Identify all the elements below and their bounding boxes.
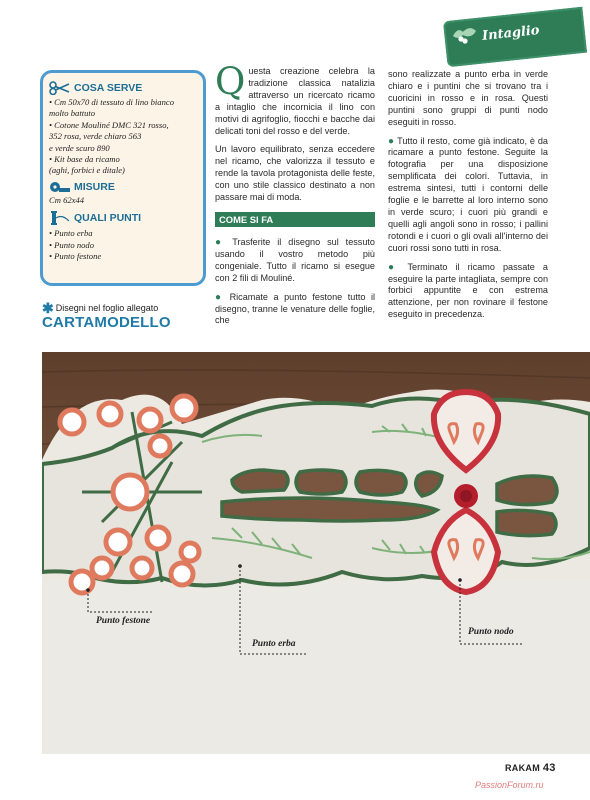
materials-line: • Cotone Mouliné DMC 321 rosso, (49, 119, 169, 130)
bullet-icon: ● (215, 291, 225, 303)
label-punto-nodo: Punto nodo (468, 627, 514, 637)
step-text: Tutto il resto, come già indicato, è da ricamare a punto festone. Seguite la fotografia per una disposizione semplificata dei colori. Tuttavia, in estrema sintesi, tutti i contorni delle foglie e le barrette al loro interno sono in verde scuro; i cuori più grandi e quelli agli angoli sono in rosso; i pallini rotondi e i cuori o gli ovali all'interno dei cuori rossi sono tutti in rosa. (388, 135, 548, 253)
materials-line: molto battuto (49, 108, 96, 119)
materials-line: 352 rosa, verde chiaro 563 (49, 131, 142, 142)
section-tag: Intaglio (481, 23, 541, 44)
materials-line: e verde scuro 890 (49, 142, 110, 153)
magazine-name: RAKAM (505, 763, 540, 773)
watermark: PassionForum.ru (475, 780, 544, 790)
howto-heading: COME SI FA (215, 212, 375, 227)
materials-line: • Kit base da ricamo (49, 154, 120, 165)
step-text: Trasferite il disegno sul tessuto usando il vostro metodo più congeniale. Tutto il ricamo si esegue con 2 fili di Mouliné. (215, 236, 375, 283)
materials-title: COSA SERVE (74, 82, 143, 94)
label-punto-festone: Punto festone (96, 616, 151, 626)
stitches-title: QUALI PUNTI (74, 212, 142, 225)
page-number: 43 (542, 762, 556, 774)
bullet-icon: ● (215, 236, 226, 248)
step-text: Terminato il ricamo passate a eseguire la parte intagliata, sempre con forbici appuntite e con estrema attenzione, per non rovinare il festone eseguito in precedenza. (388, 261, 548, 320)
measures-title: MISURE (74, 180, 115, 193)
stitch-item: • Punto nodo (49, 239, 95, 250)
paragraph: sono realizzate a punto erba in verde chiaro e i puntini che si trovano tra i cuoricini in rosso e in rosa. Questi puntini sono gruppi di punti nodo eseguiti in rosso. (388, 69, 548, 127)
step-text: Ricamate a punto festone tutto il disegno, tranne le venature delle foglie, che (215, 291, 375, 326)
bullet-icon: ● (388, 135, 395, 147)
bullet-icon: ● (388, 261, 400, 273)
stitch-item: • Punto festone (49, 251, 102, 262)
drop-cap: Q (215, 60, 246, 103)
stitch-item: • Punto erba (49, 228, 93, 239)
paragraph: Un lavoro equilibrato, senza eccedere nel ricamo, che valorizza il tessuto e rende la tavola protagonista delle feste, con uno stile classico destinato a non passare mai di moda. (215, 144, 375, 203)
label-punto-erba: Punto erba (252, 639, 296, 649)
intro-paragraph: uesta creazione celebra la tradizione classica natalizia attraverso un ricercato ricamo a intaglio che incornicia il lino con motivi di agrifoglio, fiocchi e bacche dai delicati toni del rosso e del verde. (215, 66, 375, 136)
materials-line: • Cm 50x70 di tessuto di lino bianco (49, 97, 174, 107)
materials-line: (aghi, forbici e ditale) (49, 165, 125, 176)
measures-value: Cm 62x44 (49, 194, 85, 205)
pattern-note-title: CARTAMODELLO (42, 314, 171, 331)
page-footer (505, 762, 556, 774)
pattern-note-text: Disegni nel foglio allegato (55, 303, 159, 313)
asterisk-icon: ✱ (42, 300, 54, 316)
